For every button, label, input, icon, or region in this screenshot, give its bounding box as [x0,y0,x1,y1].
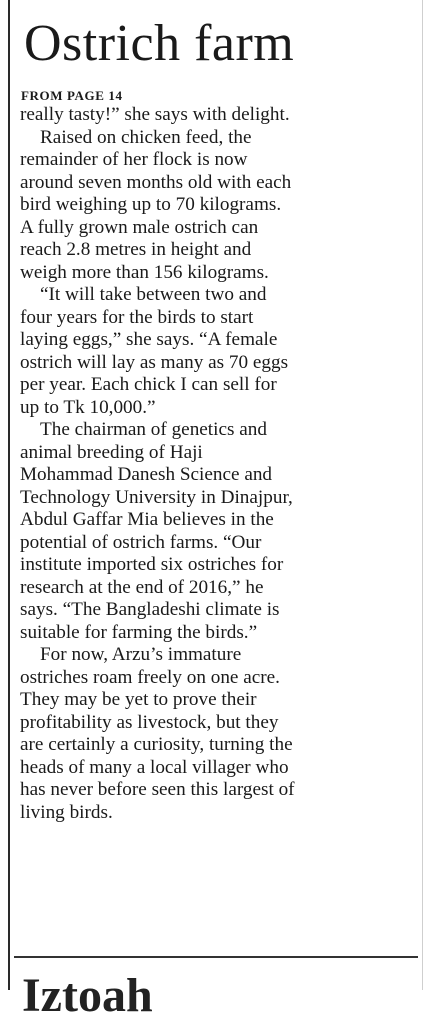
column-rule-left [8,0,10,990]
body-line: up to Tk 10,000.” [20,396,156,418]
body-line: research at the end of 2016,” he [20,576,264,598]
body-line: bird weighing up to 70 kilograms. [20,194,282,215]
body-line: has never before seen this largest of [20,779,295,800]
body-line: weigh more than 156 kilograms. [20,261,269,283]
body-line: heads of many a local villager who [20,756,289,778]
body-line: around seven months old with each [20,171,292,193]
article-column [18,0,416,824]
body-line: animal breeding of Haji [20,441,203,463]
body-line: living birds. [20,801,113,823]
article-body [20,104,416,824]
column-rule-right [422,0,423,990]
body-line: four years for the birds to start [20,306,254,328]
body-line: ostriches roam freely on one acre. [20,666,280,688]
body-line: For now, Arzu’s immature [40,644,242,665]
body-line: ostrich will lay as many as 70 eggs [20,351,289,373]
body-line: remainder of her flock is now [20,149,248,170]
jump-line: FROM PAGE 14 [21,88,123,103]
body-line: Mohammad Danesh Science and [20,464,273,485]
headline: Ostrich farm [24,15,295,72]
body-line: are certainly a curiosity, turning the [20,734,293,755]
body-line: The chairman of genetics and [40,419,267,440]
body-line: Raised on chicken feed, the [40,126,252,148]
next-headline-fragment: Iztoah [22,969,153,1022]
body-line: reach 2.8 metres in height and [20,239,252,260]
body-line: A fully grown male ostrich can [20,216,259,238]
body-line: “It will take between two and [40,284,267,305]
body-line: potential of ostrich farms. “Our [20,531,262,553]
body-line: says. “The Bangladeshi climate is [20,599,280,620]
body-line: per year. Each chick I can sell for [20,374,277,395]
body-line: Technology University in Dinajpur, [20,486,293,508]
section-divider [14,956,418,958]
body-line: suitable for farming the birds.” [20,621,258,643]
body-line: They may be yet to prove their [20,689,257,710]
body-line: institute imported six ostriches for [20,554,284,575]
body-line: laying eggs,” she says. “A female [20,329,278,350]
body-line: really tasty!” she says with delight. [20,104,290,125]
body-line: profitability as livestock, but they [20,711,279,733]
body-line: Abdul Gaffar Mia believes in the [20,509,274,530]
